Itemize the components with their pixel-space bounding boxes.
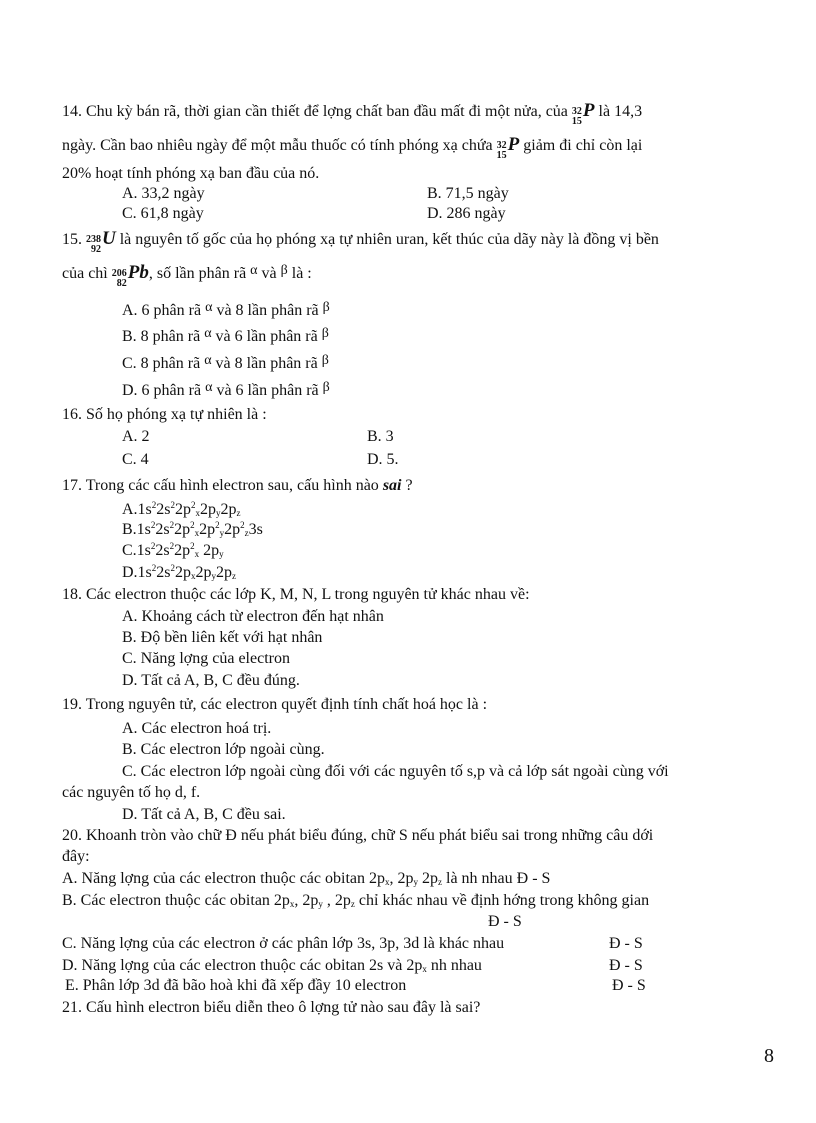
beta-symbol: β xyxy=(321,353,329,368)
q20-statement-e-choice[interactable]: Đ - S xyxy=(612,977,646,994)
q16-text: 16. Số họ phóng xạ tự nhiên là : xyxy=(62,406,267,423)
q17-text: 17. Trong các cấu hình electron sau, cấu hình nào sai ? xyxy=(62,477,413,494)
q18-option-d[interactable]: D. Tất cả A, B, C đều đúng. xyxy=(122,672,300,689)
q20-statement-a[interactable]: A. Năng lợng của các electron thuộc các obitan $2p_x$, $2p_y$ $2p_z$ là nh nhau Đ - S xyxy=(62,870,551,887)
q21-text: 21. Cấu hình electron biểu diễn theo ô lợng tử nào sau đây là sai? xyxy=(62,999,481,1016)
q14-line3: 20% hoạt tính phóng xạ ban đầu của nó. xyxy=(62,165,320,182)
phosphorus-32-nuclide: 32 15 P xyxy=(496,134,520,161)
alpha-symbol: α xyxy=(205,380,213,395)
q15-option-c[interactable]: C. 8 phân rã α và 8 lần phân rã β xyxy=(122,353,329,372)
q15-option-a[interactable]: A. 6 phân rã α và 8 lần phân rã β xyxy=(122,300,330,319)
q14-option-a[interactable]: A. 33,2 ngày xyxy=(122,185,205,202)
beta-symbol: β xyxy=(322,380,330,395)
q18-option-c[interactable]: C. Năng lợng của electron xyxy=(122,650,290,667)
q18-option-a[interactable]: A. Khoảng cách từ electron đến hạt nhân xyxy=(122,608,384,625)
q18-option-b[interactable]: B. Độ bền liên kết với hạt nhân xyxy=(122,629,323,646)
beta-symbol: β xyxy=(321,326,329,341)
q16-option-d[interactable]: D. 5. xyxy=(367,451,399,468)
q19-option-d[interactable]: D. Tất cả A, B, C đều sai. xyxy=(122,806,286,823)
q20-statement-c[interactable]: C. Năng lợng của các electron ở các phân lớp 3s, 3p, 3d là khác nhau xyxy=(62,935,505,952)
q19-option-c-cont: các nguyên tố họ d, f. xyxy=(62,784,201,801)
q20-line2: đây: xyxy=(62,848,90,865)
q20-statement-d-choice[interactable]: Đ - S xyxy=(609,957,643,974)
q20-statement-b[interactable]: B. Các electron thuộc các obitan $2p_x$, $2p_y$ , $2p_z$ chỉ khác nhau về định hớng trong không gian xyxy=(62,892,650,909)
q18-text: 18. Các electron thuộc các lớp K, M, N, L trong nguyên tử khác nhau về: xyxy=(62,586,530,603)
q15-option-b[interactable]: B. 8 phân rã α và 6 lần phân rã β xyxy=(122,326,329,345)
q14-line1: 14. Chu kỳ bán rã, thời gian cần thiết để lợng chất ban đầu mất đi một nửa, của 32 15 P là 14,3 xyxy=(62,100,643,127)
alpha-symbol: α xyxy=(204,353,212,368)
q20-line1: 20. Khoanh tròn vào chữ Đ nếu phát biểu đúng, chữ S nếu phát biểu sai trong những câu dới xyxy=(62,827,654,844)
alpha-symbol: α xyxy=(250,263,258,278)
q16-option-c[interactable]: C. 4 xyxy=(122,451,149,468)
q19-text: 19. Trong nguyên tử, các electron quyết định tính chất hoá học là : xyxy=(62,696,488,713)
q17-option-a[interactable]: $A.1s^22s^22p^2_x2p_y2p_z$ xyxy=(122,500,241,518)
q16-option-a[interactable]: A. 2 xyxy=(122,428,150,445)
q19-option-a[interactable]: A. Các electron hoá trị. xyxy=(122,720,272,737)
phosphorus-32-nuclide: 32 15 P xyxy=(571,100,595,127)
q19-option-b[interactable]: B. Các electron lớp ngoài cùng. xyxy=(122,741,325,758)
q14-option-d[interactable]: D. 286 ngày xyxy=(427,205,506,222)
page-number: 8 xyxy=(764,1045,774,1067)
q15-line1: 15. 238 92 U là nguyên tố gốc của họ phóng xạ tự nhiên uran, kết thúc của dãy này là đồng vị bền xyxy=(62,228,659,255)
q14-option-b[interactable]: B. 71,5 ngày xyxy=(427,185,509,202)
q20-statement-d[interactable]: D. Năng lợng của các electron thuộc các obitan 2s và $2p_x$ nh nhau xyxy=(62,957,482,974)
beta-symbol: β xyxy=(280,263,288,278)
uranium-238-nuclide: 238 92 U xyxy=(86,228,116,255)
q20-statement-b-choice[interactable]: Đ - S xyxy=(488,913,522,930)
q17-option-d[interactable]: $D.1s^22s^22p_x2p_y2p_z$ xyxy=(122,563,237,581)
alpha-symbol: α xyxy=(205,300,213,315)
q15-line2: của chì 206 82 Pb, số lần phân rã α và β là : xyxy=(62,262,312,289)
q15-option-d[interactable]: D. 6 phân rã α và 6 lần phân rã β xyxy=(122,380,330,399)
q16-option-b[interactable]: B. 3 xyxy=(367,428,394,445)
alpha-symbol: α xyxy=(204,326,212,341)
q17-option-c[interactable]: $C.1s^22s^22p^2_x$ $2p_y$ xyxy=(122,541,224,559)
q17-option-b[interactable]: $B.1s^22s^22p^2_x2p^2_y2p^2_z3s$ xyxy=(122,520,263,538)
q20-statement-c-choice[interactable]: Đ - S xyxy=(609,935,643,952)
q14-line2: ngày. Cần bao nhiêu ngày để một mẫu thuốc có tính phóng xạ chứa 32 15 P giảm đi chỉ còn lại xyxy=(62,134,643,161)
beta-symbol: β xyxy=(322,300,330,315)
q14-option-c[interactable]: C. 61,8 ngày xyxy=(122,205,204,222)
q20-statement-e[interactable]: E. Phân lớp 3d đã bão hoà khi đã xếp đầy 10 electron xyxy=(65,977,407,994)
lead-206-nuclide: 206 82 Pb xyxy=(111,262,149,289)
q19-option-c[interactable]: C. Các electron lớp ngoài cùng đối với các nguyên tố s,p và cả lớp sát ngoài cùng với xyxy=(122,763,669,780)
